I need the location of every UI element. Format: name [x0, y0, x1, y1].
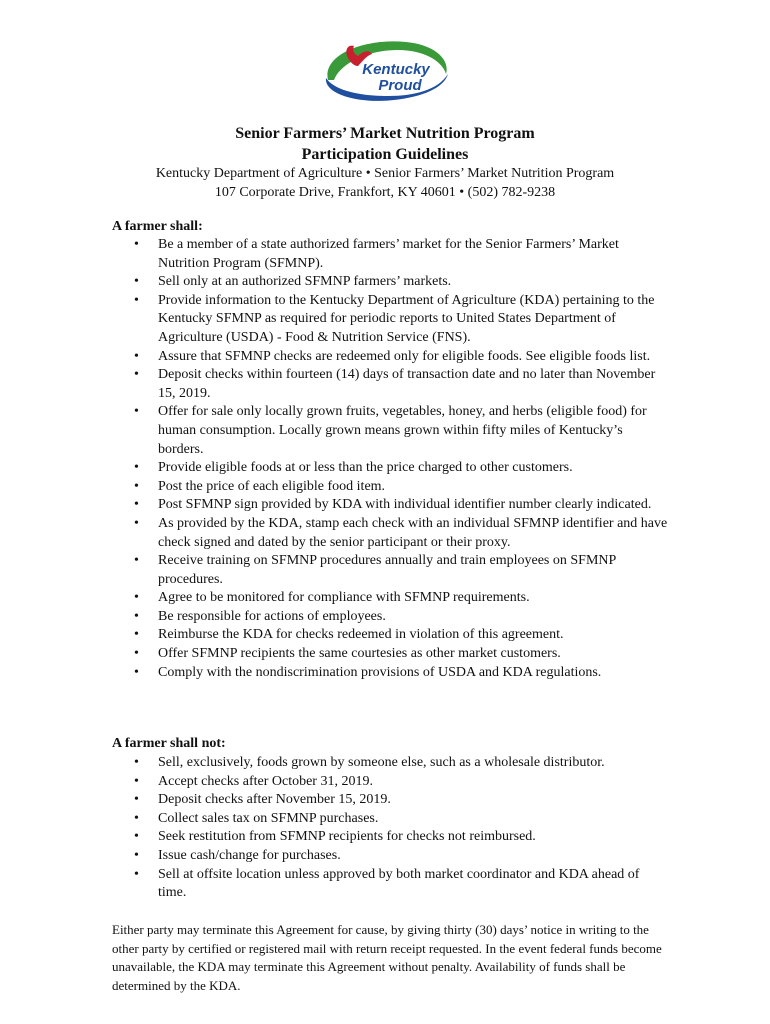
termination-paragraph: Either party may terminate this Agreement for cause, by giving thirty (30) days’ notice in writing to the other party by certified or registered mail with return receipt requested. In the event federal funds become unavailable, the KDA may terminate this Agreement without penalty. Availability of funds shall be determined by the KDA. — [112, 922, 662, 993]
shall-not-list — [130, 754, 670, 903]
list-item: • Sell at offsite location unless approved by both market coordinator and KDA ahead of time. — [130, 866, 670, 903]
organization-line: Kentucky Department of Agriculture • Senior Farmers’ Market Nutrition Program — [155, 166, 615, 181]
list-item: • Sell, exclusively, foods grown by someone else, such as a wholesale distributor. — [130, 754, 670, 773]
list-item: • Provide eligible foods at or less than the price charged to other customers. — [130, 459, 670, 478]
list-item: • Provide information to the Kentucky Department of Agriculture (KDA) pertaining to the Kentucky SFMNP as required for periodic reports to United States Department of Agriculture (USDA) - Food & Nutrition Service (FNS). — [130, 292, 670, 348]
kentucky-proud-logo — [318, 36, 452, 104]
list-item: • Post the price of each eligible food item. — [130, 478, 670, 497]
list-item: • Issue cash/change for purchases. — [130, 847, 670, 866]
list-item: • Agree to be monitored for compliance with SFMNP requirements. — [130, 589, 670, 608]
list-item: • Sell only at an authorized SFMNP farmers’ markets. — [130, 273, 670, 292]
list-item: • Seek restitution from SFMNP recipients for checks not reimbursed. — [130, 828, 670, 847]
svg-text:Kentucky: Kentucky — [362, 61, 430, 78]
list-item: • Assure that SFMNP checks are redeemed only for eligible foods. See eligible foods list. — [130, 348, 670, 367]
list-item: • Receive training on SFMNP procedures annually and train employees on SFMNP procedures. — [130, 552, 670, 589]
list-item: • As provided by the KDA, stamp each check with an individual SFMNP identifier and have check signed and dated by the senior participant or their proxy. — [130, 515, 670, 552]
shall-heading: A farmer shall: — [112, 219, 203, 234]
list-item: • Deposit checks within fourteen (14) days of transaction date and no later than November 15, 2019. — [130, 366, 670, 403]
list-item: • Post SFMNP sign provided by KDA with individual identifier number clearly indicated. — [130, 496, 670, 515]
list-item: • Offer SFMNP recipients the same courtesies as other market customers. — [130, 645, 670, 664]
list-item: • Reimburse the KDA for checks redeemed in violation of this agreement. — [130, 626, 670, 645]
shall-not-heading: A farmer shall not: — [112, 736, 226, 751]
list-item: • Accept checks after October 31, 2019. — [130, 773, 670, 792]
list-item: • Be responsible for actions of employees. — [130, 608, 670, 627]
document-title: Senior Farmers’ Market Nutrition Program — [235, 125, 535, 142]
svg-text:Proud: Proud — [378, 77, 422, 94]
list-item: • Collect sales tax on SFMNP purchases. — [130, 810, 670, 829]
list-item: • Offer for sale only locally grown fruits, vegetables, honey, and herbs (eligible food) for human consumption. Locally grown means grown within fifty miles of Kentucky’s borders. — [130, 403, 670, 459]
shall-list — [130, 236, 670, 682]
list-item: • Be a member of a state authorized farmers’ market for the Senior Farmers’ Market Nutrition Program (SFMNP). — [130, 236, 670, 273]
list-item: • Deposit checks after November 15, 2019. — [130, 791, 670, 810]
list-item: • Comply with the nondiscrimination provisions of USDA and KDA regulations. — [130, 664, 670, 683]
address-line: 107 Corporate Drive, Frankfort, KY 40601 • (502) 782-9238 — [214, 185, 556, 200]
document-subtitle: Participation Guidelines — [301, 146, 469, 163]
